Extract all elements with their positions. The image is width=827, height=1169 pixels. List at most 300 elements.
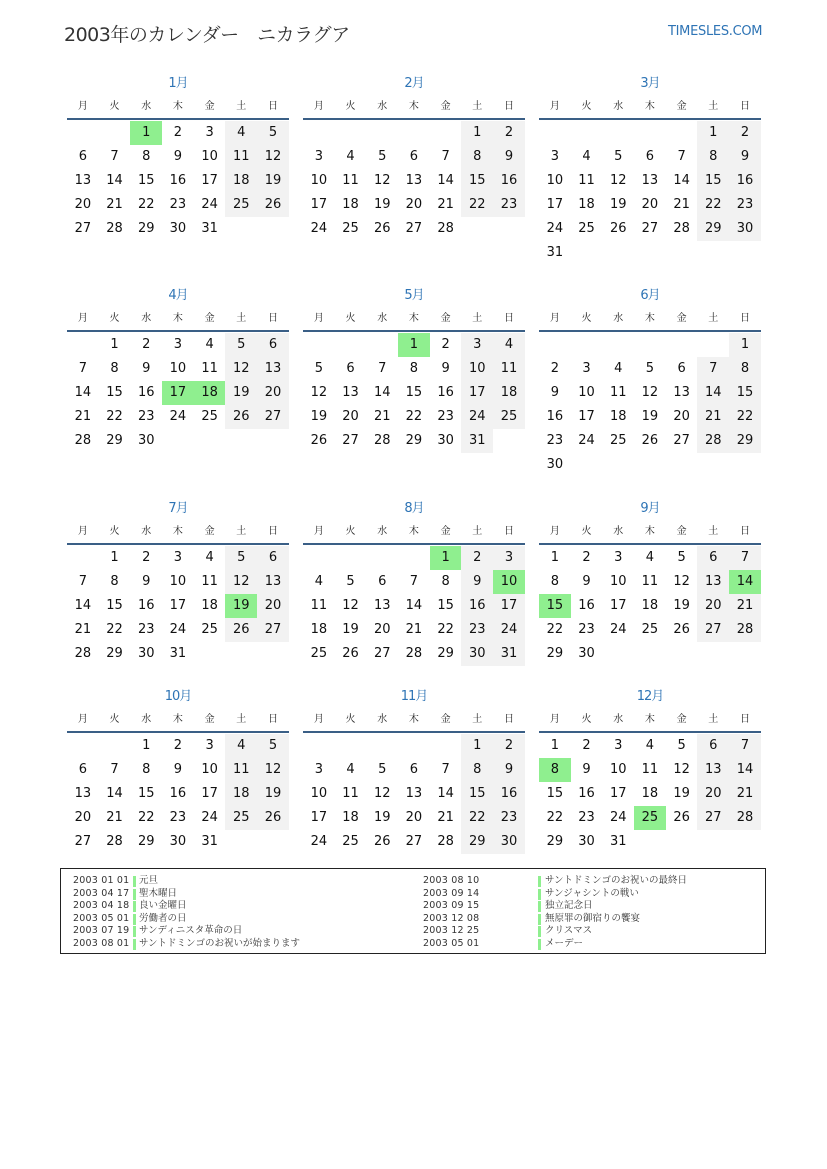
day-cell: 21 bbox=[673, 197, 690, 212]
day-cell: 10 bbox=[578, 385, 595, 400]
day-cell: 20 bbox=[342, 409, 359, 424]
day-cell: 3 bbox=[314, 149, 323, 164]
weekday-label: 木 bbox=[644, 526, 655, 537]
day-cell: 27 bbox=[257, 405, 289, 429]
day-cell: 5 bbox=[614, 149, 623, 164]
day-cell: 25 bbox=[201, 409, 218, 424]
day-cell: 21 bbox=[74, 622, 92, 637]
holiday-color-marker bbox=[538, 926, 541, 937]
day-cell: 9 bbox=[582, 762, 591, 777]
weekday-header bbox=[67, 709, 289, 733]
month-calendar bbox=[539, 284, 761, 477]
day-cell: 10 bbox=[201, 149, 218, 164]
day-cell: 23 bbox=[578, 622, 595, 637]
empty-cell bbox=[67, 333, 99, 357]
day-cell: 30 bbox=[546, 457, 564, 472]
month-name: 9月 bbox=[640, 501, 660, 516]
weekday-label: 火 bbox=[345, 313, 356, 324]
legend-date: 2003 08 01 bbox=[73, 937, 130, 949]
legend-date: 2003 05 01 bbox=[423, 937, 480, 949]
weekday-header bbox=[303, 709, 525, 733]
empty-cell bbox=[602, 333, 634, 357]
day-cell: 25 bbox=[342, 221, 359, 236]
day-cell: 29 bbox=[137, 834, 155, 849]
day-cell: 13 bbox=[257, 357, 289, 381]
day-cell: 29 bbox=[405, 433, 423, 448]
weekday-label: 水 bbox=[613, 714, 624, 725]
day-cell: 20 bbox=[74, 197, 92, 212]
day-cell: 22 bbox=[546, 622, 564, 637]
day-cell: 18 bbox=[641, 598, 659, 613]
day-cell: 16 bbox=[578, 786, 595, 801]
holiday-day-cell: 18 bbox=[194, 381, 226, 405]
day-cell: 15 bbox=[729, 381, 761, 405]
day-cell: 31 bbox=[609, 834, 627, 849]
day-cell: 19 bbox=[342, 622, 359, 637]
day-cell: 17 bbox=[169, 598, 187, 613]
day-cell: 25 bbox=[609, 433, 627, 448]
month-name: 10月 bbox=[164, 689, 192, 704]
day-cell: 8 bbox=[729, 357, 761, 381]
day-cell: 5 bbox=[225, 333, 257, 357]
holiday-color-marker bbox=[538, 939, 541, 950]
day-cell: 1 bbox=[550, 738, 559, 753]
day-cell: 1 bbox=[461, 121, 493, 145]
day-cell: 18 bbox=[310, 622, 328, 637]
day-cell: 2 bbox=[493, 734, 525, 758]
day-cell: 25 bbox=[310, 646, 328, 661]
day-cell: 5 bbox=[257, 121, 289, 145]
weekday-label: 水 bbox=[613, 526, 624, 537]
legend-item bbox=[73, 925, 243, 938]
holiday-legend bbox=[60, 868, 766, 954]
day-cell: 15 bbox=[546, 786, 564, 801]
weekday-label: 日 bbox=[503, 714, 514, 725]
day-cell: 24 bbox=[461, 405, 493, 429]
day-cell: 12 bbox=[257, 145, 289, 169]
day-cell: 2 bbox=[582, 738, 591, 753]
weekday-label: 日 bbox=[267, 313, 278, 324]
weekday-label: 木 bbox=[644, 313, 655, 324]
day-cell: 2 bbox=[493, 121, 525, 145]
weekday-label: 土 bbox=[708, 526, 719, 537]
weekday-header bbox=[539, 521, 761, 545]
day-cell: 11 bbox=[342, 786, 359, 801]
day-cell: 14 bbox=[74, 598, 92, 613]
day-cell: 11 bbox=[342, 173, 359, 188]
empty-cell bbox=[335, 734, 367, 758]
holiday-color-marker bbox=[538, 876, 541, 887]
legend-item bbox=[73, 900, 187, 913]
day-cell: 9 bbox=[142, 574, 151, 589]
day-cell: 10 bbox=[201, 762, 218, 777]
day-cell: 22 bbox=[405, 409, 423, 424]
day-cell: 15 bbox=[137, 786, 155, 801]
day-cell: 6 bbox=[697, 734, 729, 758]
day-cell: 8 bbox=[461, 145, 493, 169]
day-cell: 5 bbox=[225, 546, 257, 570]
day-cell: 7 bbox=[441, 149, 450, 164]
legend-holiday-name: サントドミンゴのお祝いの最終日 bbox=[545, 875, 688, 886]
day-cell: 4 bbox=[582, 149, 591, 164]
empty-cell bbox=[366, 546, 398, 570]
day-cell: 16 bbox=[546, 409, 564, 424]
day-cell: 28 bbox=[106, 221, 123, 236]
brand-logo-text[interactable]: TIMESLES.COM bbox=[668, 24, 763, 39]
day-cell: 10 bbox=[609, 574, 627, 589]
day-grid bbox=[539, 333, 761, 477]
weekday-label: 月 bbox=[549, 526, 560, 537]
day-cell: 5 bbox=[346, 574, 355, 589]
day-grid bbox=[67, 121, 289, 241]
day-cell: 20 bbox=[641, 197, 659, 212]
day-cell: 23 bbox=[137, 622, 155, 637]
day-cell: 17 bbox=[201, 786, 218, 801]
month-calendar bbox=[67, 685, 289, 854]
weekday-label: 日 bbox=[267, 714, 278, 725]
day-cell: 27 bbox=[405, 834, 423, 849]
day-cell: 25 bbox=[578, 221, 595, 236]
day-cell: 2 bbox=[550, 361, 559, 376]
holiday-day-cell: 1 bbox=[130, 121, 162, 145]
holiday-color-marker bbox=[133, 914, 136, 925]
day-cell: 10 bbox=[546, 173, 564, 188]
day-cell: 4 bbox=[493, 333, 525, 357]
holiday-day-cell: 1 bbox=[430, 546, 462, 570]
day-cell: 4 bbox=[614, 361, 623, 376]
day-grid bbox=[539, 121, 761, 265]
day-cell: 1 bbox=[461, 734, 493, 758]
day-cell: 1 bbox=[142, 738, 151, 753]
day-cell: 29 bbox=[546, 646, 564, 661]
day-grid bbox=[303, 734, 525, 854]
day-cell: 25 bbox=[641, 622, 659, 637]
day-cell: 14 bbox=[74, 385, 92, 400]
legend-item bbox=[423, 887, 639, 901]
weekday-label: 木 bbox=[644, 101, 655, 112]
weekday-label: 金 bbox=[676, 526, 687, 537]
holiday-day-cell: 10 bbox=[493, 570, 525, 594]
day-cell: 21 bbox=[729, 782, 761, 806]
day-cell: 5 bbox=[677, 550, 686, 565]
day-cell: 16 bbox=[493, 169, 525, 193]
day-cell: 16 bbox=[729, 169, 761, 193]
empty-cell bbox=[666, 121, 698, 145]
weekday-label: 日 bbox=[739, 101, 750, 112]
day-cell: 29 bbox=[106, 433, 123, 448]
day-cell: 13 bbox=[74, 786, 92, 801]
day-cell: 16 bbox=[169, 173, 187, 188]
legend-holiday-name: 独立記念日 bbox=[545, 900, 593, 911]
day-cell: 31 bbox=[493, 642, 525, 666]
day-cell: 24 bbox=[546, 221, 564, 236]
day-cell: 3 bbox=[205, 125, 214, 140]
day-cell: 12 bbox=[641, 385, 659, 400]
weekday-label: 月 bbox=[313, 714, 324, 725]
day-cell: 2 bbox=[142, 550, 151, 565]
day-cell: 8 bbox=[142, 149, 151, 164]
day-cell: 22 bbox=[106, 409, 123, 424]
day-cell: 28 bbox=[437, 221, 454, 236]
day-cell: 10 bbox=[169, 574, 187, 589]
month-name: 12月 bbox=[636, 689, 664, 704]
holiday-color-marker bbox=[133, 889, 136, 900]
weekday-label: 土 bbox=[236, 313, 247, 324]
day-cell: 3 bbox=[314, 762, 323, 777]
day-cell: 19 bbox=[225, 381, 257, 405]
day-cell: 28 bbox=[729, 618, 761, 642]
day-cell: 30 bbox=[137, 433, 155, 448]
day-cell: 13 bbox=[257, 570, 289, 594]
weekday-label: 火 bbox=[109, 313, 120, 324]
weekday-label: 水 bbox=[141, 313, 152, 324]
day-cell: 14 bbox=[697, 381, 729, 405]
day-cell: 26 bbox=[310, 433, 328, 448]
weekday-label: 木 bbox=[408, 101, 419, 112]
day-cell: 27 bbox=[697, 806, 729, 830]
day-cell: 2 bbox=[461, 546, 493, 570]
day-cell: 11 bbox=[609, 385, 627, 400]
weekday-label: 金 bbox=[440, 526, 451, 537]
day-cell: 29 bbox=[697, 217, 729, 241]
day-cell: 11 bbox=[201, 361, 218, 376]
day-cell: 27 bbox=[74, 834, 92, 849]
day-cell: 22 bbox=[461, 193, 493, 217]
month-calendar bbox=[539, 72, 761, 265]
day-cell: 30 bbox=[137, 646, 155, 661]
day-cell: 21 bbox=[106, 810, 123, 825]
legend-holiday-name: サンディニスタ革命の日 bbox=[139, 925, 243, 936]
day-cell: 8 bbox=[461, 758, 493, 782]
day-cell: 27 bbox=[74, 221, 92, 236]
day-cell: 26 bbox=[342, 646, 359, 661]
weekday-label: 金 bbox=[204, 313, 215, 324]
day-cell: 9 bbox=[173, 149, 183, 164]
weekday-label: 日 bbox=[739, 714, 750, 725]
month-name: 3月 bbox=[640, 76, 660, 91]
month-calendar bbox=[303, 685, 525, 854]
empty-cell bbox=[366, 121, 398, 145]
day-cell: 25 bbox=[225, 193, 257, 217]
legend-item bbox=[73, 875, 159, 888]
weekday-label: 火 bbox=[345, 101, 356, 112]
weekday-label: 土 bbox=[236, 526, 247, 537]
legend-holiday-name: メーデー bbox=[545, 937, 584, 949]
day-cell: 27 bbox=[342, 433, 359, 448]
empty-cell bbox=[398, 121, 430, 145]
day-cell: 7 bbox=[441, 762, 450, 777]
day-cell: 9 bbox=[461, 570, 493, 594]
month-calendar bbox=[303, 497, 525, 666]
holiday-color-marker bbox=[538, 914, 541, 925]
holiday-color-marker bbox=[133, 876, 136, 887]
day-cell: 30 bbox=[169, 221, 187, 236]
day-cell: 20 bbox=[673, 409, 690, 424]
day-cell: 18 bbox=[641, 786, 659, 801]
month-name: 6月 bbox=[640, 288, 660, 303]
day-cell: 1 bbox=[110, 550, 119, 565]
empty-cell bbox=[303, 333, 335, 357]
day-cell: 12 bbox=[225, 357, 257, 381]
legend-holiday-name: 無原罪の御宿りの饗宴 bbox=[545, 912, 641, 924]
day-cell: 29 bbox=[137, 221, 155, 236]
day-cell: 7 bbox=[378, 361, 387, 376]
day-cell: 17 bbox=[201, 173, 218, 188]
day-cell: 2 bbox=[729, 121, 761, 145]
month-name: 5月 bbox=[404, 288, 424, 303]
weekday-header bbox=[539, 709, 761, 733]
day-cell: 13 bbox=[641, 173, 659, 188]
day-cell: 12 bbox=[673, 574, 690, 589]
day-cell: 30 bbox=[578, 646, 595, 661]
day-cell: 2 bbox=[142, 337, 151, 352]
day-cell: 30 bbox=[729, 217, 761, 241]
day-cell: 3 bbox=[550, 149, 559, 164]
day-cell: 28 bbox=[437, 834, 454, 849]
weekday-label: 金 bbox=[440, 714, 451, 725]
day-cell: 1 bbox=[729, 333, 761, 357]
weekday-label: 金 bbox=[440, 101, 451, 112]
weekday-label: 水 bbox=[141, 526, 152, 537]
legend-date: 2003 12 08 bbox=[423, 912, 480, 924]
day-cell: 30 bbox=[461, 642, 493, 666]
weekday-label: 金 bbox=[676, 101, 687, 112]
day-cell: 8 bbox=[409, 361, 419, 376]
empty-cell bbox=[99, 734, 131, 758]
legend-date: 2003 04 17 bbox=[73, 887, 130, 899]
day-cell: 29 bbox=[461, 830, 493, 854]
day-cell: 24 bbox=[169, 622, 187, 637]
day-cell: 31 bbox=[461, 429, 493, 453]
day-cell: 19 bbox=[641, 409, 659, 424]
weekday-label: 火 bbox=[581, 313, 592, 324]
day-cell: 3 bbox=[173, 550, 183, 565]
empty-cell bbox=[539, 121, 571, 145]
day-cell: 29 bbox=[729, 429, 761, 453]
weekday-label: 水 bbox=[377, 526, 388, 537]
day-cell: 3 bbox=[614, 738, 623, 753]
day-cell: 28 bbox=[106, 834, 123, 849]
weekday-header bbox=[539, 308, 761, 332]
day-cell: 26 bbox=[609, 221, 627, 236]
empty-cell bbox=[634, 333, 666, 357]
weekday-label: 日 bbox=[503, 526, 514, 537]
day-cell: 15 bbox=[106, 385, 123, 400]
weekday-label: 月 bbox=[313, 526, 324, 537]
day-cell: 26 bbox=[373, 834, 391, 849]
day-cell: 23 bbox=[437, 409, 454, 424]
month-calendar bbox=[303, 284, 525, 453]
weekday-label: 火 bbox=[109, 101, 120, 112]
weekday-label: 月 bbox=[549, 714, 560, 725]
weekday-label: 木 bbox=[172, 714, 183, 725]
weekday-label: 月 bbox=[549, 101, 560, 112]
day-cell: 30 bbox=[493, 830, 525, 854]
month-calendar bbox=[67, 497, 289, 666]
legend-date: 2003 04 18 bbox=[73, 900, 130, 911]
day-cell: 4 bbox=[205, 550, 214, 565]
day-cell: 6 bbox=[697, 546, 729, 570]
day-cell: 10 bbox=[609, 762, 627, 777]
day-cell: 17 bbox=[310, 810, 328, 825]
day-cell: 13 bbox=[342, 385, 359, 400]
legend-holiday-name: 労働者の日 bbox=[139, 912, 187, 924]
weekday-label: 水 bbox=[377, 313, 388, 324]
day-cell: 6 bbox=[257, 546, 289, 570]
day-cell: 31 bbox=[201, 834, 218, 849]
empty-cell bbox=[335, 546, 367, 570]
day-cell: 28 bbox=[673, 221, 690, 236]
weekday-label: 月 bbox=[313, 101, 324, 112]
month-name: 1月 bbox=[168, 76, 188, 91]
day-cell: 11 bbox=[225, 758, 257, 782]
weekday-header bbox=[303, 308, 525, 332]
day-cell: 16 bbox=[493, 782, 525, 806]
day-cell: 23 bbox=[461, 618, 493, 642]
day-grid bbox=[539, 546, 761, 666]
day-cell: 18 bbox=[225, 169, 257, 193]
day-cell: 15 bbox=[461, 782, 493, 806]
legend-holiday-name: サントドミンゴのお祝いが始まります bbox=[139, 937, 301, 949]
legend-item bbox=[73, 937, 301, 951]
day-cell: 10 bbox=[310, 786, 328, 801]
weekday-label: 木 bbox=[408, 526, 419, 537]
weekday-label: 火 bbox=[581, 526, 592, 537]
day-cell: 22 bbox=[106, 622, 123, 637]
day-cell: 5 bbox=[378, 149, 387, 164]
day-cell: 26 bbox=[373, 221, 391, 236]
month-calendar bbox=[67, 72, 289, 241]
day-cell: 16 bbox=[437, 385, 454, 400]
day-cell: 12 bbox=[373, 786, 391, 801]
weekday-label: 日 bbox=[267, 101, 278, 112]
weekday-label: 水 bbox=[377, 714, 388, 725]
weekday-label: 火 bbox=[109, 714, 120, 725]
day-cell: 4 bbox=[346, 762, 355, 777]
legend-holiday-name: クリスマス bbox=[545, 925, 593, 936]
weekday-label: 木 bbox=[644, 714, 655, 725]
day-cell: 5 bbox=[677, 738, 686, 753]
day-cell: 4 bbox=[346, 149, 355, 164]
legend-date: 2003 12 25 bbox=[423, 925, 480, 936]
legend-item bbox=[423, 912, 641, 926]
day-cell: 10 bbox=[169, 361, 187, 376]
empty-cell bbox=[335, 121, 367, 145]
holiday-color-marker bbox=[133, 926, 136, 937]
day-cell: 7 bbox=[729, 734, 761, 758]
weekday-label: 月 bbox=[313, 313, 324, 324]
day-cell: 14 bbox=[437, 173, 454, 188]
day-cell: 26 bbox=[673, 810, 690, 825]
empty-cell bbox=[539, 333, 571, 357]
weekday-label: 火 bbox=[581, 101, 592, 112]
weekday-label: 金 bbox=[204, 714, 215, 725]
day-grid bbox=[67, 546, 289, 666]
weekday-label: 土 bbox=[708, 714, 719, 725]
day-cell: 5 bbox=[257, 734, 289, 758]
day-cell: 1 bbox=[110, 337, 119, 352]
day-cell: 19 bbox=[257, 782, 289, 806]
day-cell: 23 bbox=[729, 193, 761, 217]
weekday-label: 金 bbox=[440, 313, 451, 324]
day-cell: 24 bbox=[169, 409, 187, 424]
day-cell: 19 bbox=[373, 810, 391, 825]
month-calendar bbox=[539, 685, 761, 854]
day-cell: 29 bbox=[437, 646, 454, 661]
day-cell: 5 bbox=[378, 762, 387, 777]
day-cell: 14 bbox=[437, 786, 454, 801]
day-cell: 11 bbox=[578, 173, 595, 188]
